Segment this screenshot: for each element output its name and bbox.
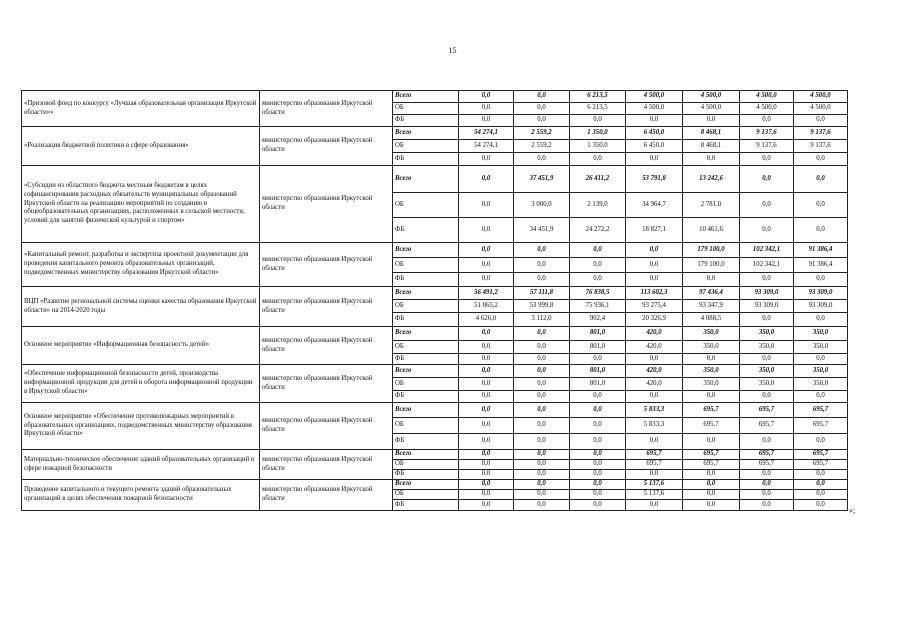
amount-cell: 350,0 [683,378,740,391]
amount-cell: 4 500,0 [683,103,740,115]
amount-cell: 420,0 [626,378,683,391]
responsible-cell: министерство образования Иркутской области [260,403,393,450]
funding-source-cell: ФБ [393,273,459,287]
funding-source-cell: Всего [393,480,459,490]
amount-cell: 695,7 [794,418,848,434]
amount-cell: 0,0 [794,166,848,193]
amount-cell: 6 450,0 [626,127,683,140]
amount-cell: 18 827,1 [626,218,683,243]
amount-cell: 5 833,3 [626,418,683,434]
amount-cell: 0,0 [514,391,570,403]
amount-cell: 0,0 [570,403,626,418]
amount-cell: 102 342,1 [740,243,794,258]
amount-cell: 1 350,0 [570,127,626,140]
amount-cell: 179 100,0 [683,243,740,258]
amount-cell: 0,0 [514,91,570,103]
amount-cell: 0,0 [459,403,514,418]
table-row [22,480,848,490]
amount-cell: 34 964,7 [626,193,683,218]
activity-name-cell: «Капитальный ремонт, разработка и экспертиза проектной документации для проведения капитального ремонта образовательных организаций, подведомственных министерству образования Иркутской области» [22,243,260,287]
amount-cell: 0,0 [514,378,570,391]
funding-source-cell: ОБ [393,300,459,313]
funding-source-cell: ОБ [393,341,459,354]
amount-cell: 6 450,0 [626,140,683,153]
amount-cell: 695,7 [683,450,740,460]
table-row [22,450,848,460]
amount-cell: 0,0 [794,354,848,365]
amount-cell: 0,0 [740,434,794,450]
amount-cell: 0,0 [514,490,570,500]
amount-cell: 801,0 [570,365,626,378]
amount-cell: 6 213,5 [570,91,626,103]
funding-source-cell: Всего [393,365,459,378]
amount-cell: 34 451,9 [514,218,570,243]
amount-cell: 0,0 [514,115,570,127]
amount-cell: 695,7 [740,450,794,460]
activity-name-cell: ВЦП «Развитие региональной системы оценки качества образования Иркутской области» на 2014-2020 годы [22,287,260,327]
amount-cell: 5 137,6 [626,480,683,490]
funding-source-cell: Всего [393,403,459,418]
amount-cell: 9 137,6 [794,140,848,153]
responsible-cell: министерство образования Иркутской области [260,480,393,511]
amount-cell: 0,0 [740,500,794,511]
responsible-cell: министерство образования Иркутской области [260,287,393,327]
amount-cell: 5 833,3 [626,403,683,418]
amount-cell: 0,0 [626,243,683,258]
funding-source-cell: ОБ [393,140,459,153]
amount-cell: 0,0 [626,391,683,403]
amount-cell: 0,0 [459,365,514,378]
amount-cell: 350,0 [740,327,794,341]
amount-cell: 350,0 [794,378,848,391]
page-number: 15 [448,46,457,55]
funding-source-cell: ФБ [393,115,459,127]
amount-cell: 0,0 [683,434,740,450]
responsible-cell: министерство образования Иркутской области [260,450,393,480]
amount-cell: 350,0 [740,341,794,354]
amount-cell: 4 626,0 [459,313,514,327]
amount-cell: 0,0 [459,480,514,490]
amount-cell: 0,0 [740,153,794,166]
amount-cell: 695,7 [794,460,848,470]
amount-cell: 0,0 [514,103,570,115]
funding-source-cell: Всего [393,243,459,258]
amount-cell: 8 468,1 [683,127,740,140]
table-row [22,243,848,258]
amount-cell: 3 000,0 [514,193,570,218]
amount-cell: 350,0 [740,365,794,378]
funding-source-cell: ФБ [393,153,459,166]
amount-cell: 695,7 [740,460,794,470]
funding-source-cell: ФБ [393,470,459,480]
amount-cell: 695,7 [740,403,794,418]
budget-table [21,90,848,511]
table-row [22,365,848,378]
amount-cell: 0,0 [683,115,740,127]
amount-cell: 420,0 [626,327,683,341]
amount-cell: 0,0 [570,490,626,500]
amount-cell: 0,0 [683,480,740,490]
amount-cell: 53 791,8 [626,166,683,193]
amount-cell: 0,0 [459,391,514,403]
amount-cell: 0,0 [740,490,794,500]
amount-cell: 24 272,2 [570,218,626,243]
amount-cell: 695,7 [794,403,848,418]
amount-cell: 801,0 [570,341,626,354]
amount-cell: 0,0 [794,434,848,450]
amount-cell: 350,0 [794,365,848,378]
amount-cell: 2 559,2 [514,127,570,140]
amount-cell: 51 865,2 [459,300,514,313]
amount-cell: 0,0 [570,418,626,434]
amount-cell: 57 111,8 [514,287,570,300]
amount-cell: 76 838,5 [570,287,626,300]
funding-source-cell: Всего [393,450,459,460]
amount-cell: 0,0 [570,243,626,258]
amount-cell: 0,0 [459,490,514,500]
amount-cell: 0,0 [570,434,626,450]
amount-cell: 2 139,0 [570,193,626,218]
amount-cell: 37 451,9 [514,166,570,193]
amount-cell: 179 100,0 [683,258,740,273]
amount-cell: 0,0 [459,434,514,450]
responsible-cell: министерство образования Иркутской области [260,91,393,127]
amount-cell: 420,0 [626,365,683,378]
amount-cell: 0,0 [459,258,514,273]
amount-cell: 0,0 [514,403,570,418]
funding-source-cell: ОБ [393,103,459,115]
amount-cell: 56 491,2 [459,287,514,300]
amount-cell: 0,0 [459,193,514,218]
amount-cell: 0,0 [514,365,570,378]
amount-cell: 0,0 [626,354,683,365]
amount-cell: 113 602,3 [626,287,683,300]
funding-source-cell: Всего [393,327,459,341]
amount-cell: 1 350,0 [570,140,626,153]
amount-cell: 0,0 [740,313,794,327]
amount-cell: 4 500,0 [683,91,740,103]
amount-cell: 0,0 [683,500,740,511]
amount-cell: 91 386,4 [794,243,848,258]
funding-source-cell: ФБ [393,500,459,511]
amount-cell: 0,0 [794,193,848,218]
amount-cell: 4 500,0 [794,91,848,103]
activity-name-cell: «Призовой фонд по конкурсу «Лучшая образовательная организация Иркутской области»» [22,91,260,127]
amount-cell: 0,0 [459,103,514,115]
amount-cell: 93 275,4 [626,300,683,313]
amount-cell: 20 326,9 [626,313,683,327]
amount-cell: 0,0 [570,258,626,273]
funding-source-cell: Всего [393,91,459,103]
amount-cell: 0,0 [740,470,794,480]
amount-cell: 4 500,0 [794,103,848,115]
amount-cell: 0,0 [514,153,570,166]
amount-cell: 0,0 [570,153,626,166]
amount-cell: 0,0 [459,153,514,166]
amount-cell: 350,0 [683,327,740,341]
funding-source-cell: Всего [393,287,459,300]
amount-cell: 93 347,9 [683,300,740,313]
amount-cell: 0,0 [740,273,794,287]
amount-cell: 695,7 [626,450,683,460]
amount-cell: 0,0 [459,460,514,470]
amount-cell: 0,0 [794,313,848,327]
amount-cell: 4 500,0 [626,91,683,103]
amount-cell: 0,0 [626,434,683,450]
amount-cell: 0,0 [740,166,794,193]
amount-cell: 0,0 [626,273,683,287]
amount-cell: 0,0 [794,153,848,166]
responsible-cell: министерство образования Иркутской области [260,243,393,287]
amount-cell: 695,7 [683,460,740,470]
amount-cell: 0,0 [459,115,514,127]
amount-cell: 0,0 [459,500,514,511]
amount-cell: 2 559,2 [514,140,570,153]
activity-name-cell: Основное мероприятие «Обеспечение противопожарных мероприятий в образовательных организациях, подведомственных министерству образования Иркутской области» [22,403,260,450]
amount-cell: 0,0 [794,480,848,490]
amount-cell: 9 137,6 [740,127,794,140]
amount-cell: 9 137,6 [794,127,848,140]
table-row [22,327,848,341]
amount-cell: 93 309,0 [794,300,848,313]
amount-cell: 0,0 [514,327,570,341]
amount-cell: 5 137,6 [626,490,683,500]
amount-cell: 4 500,0 [740,103,794,115]
activity-name-cell: Материально-техническое обеспечение зданий образовательных организаций в сфере пожарной безопасности [22,450,260,480]
activity-name-cell: «Обеспечение информационной безопасности детей, производства информационной продукции для детей и оборота информационной продукции в Иркутской области» [22,365,260,403]
funding-source-cell: Всего [393,127,459,140]
amount-cell: 0,0 [514,500,570,511]
funding-source-cell: ФБ [393,434,459,450]
amount-cell: 0,0 [514,243,570,258]
table-row [22,91,848,103]
amount-cell: 0,0 [459,450,514,460]
amount-cell: 0,0 [794,500,848,511]
amount-cell: 10 461,6 [683,218,740,243]
funding-source-cell: ОБ [393,258,459,273]
amount-cell: 695,7 [794,450,848,460]
activity-name-cell: Проведение капитального и текущего ремонта зданий образовательных организаций в целях обеспечения пожарной безопасности [22,480,260,511]
amount-cell: 695,7 [626,460,683,470]
funding-source-cell: ФБ [393,313,459,327]
funding-source-cell: ФБ [393,391,459,403]
amount-cell: 0,0 [459,166,514,193]
amount-cell: 0,0 [794,391,848,403]
responsible-cell: министерство образования Иркутской области [260,166,393,243]
amount-cell: 102 342,1 [740,258,794,273]
amount-cell: 91 386,4 [794,258,848,273]
funding-source-cell: ОБ [393,490,459,500]
amount-cell: 0,0 [514,460,570,470]
amount-cell: 695,7 [740,418,794,434]
amount-cell: 54 274,1 [459,140,514,153]
amount-cell: 0,0 [570,115,626,127]
amount-cell: 8 468,1 [683,140,740,153]
amount-cell: 0,0 [514,450,570,460]
amount-cell: 0,0 [740,391,794,403]
amount-cell: 0,0 [570,354,626,365]
amount-cell: 0,0 [794,218,848,243]
amount-cell: 350,0 [683,341,740,354]
activity-name-cell: «Реализация бюджетной политики в сфере образования» [22,127,260,166]
amount-cell: 0,0 [683,470,740,480]
amount-cell: 801,0 [570,378,626,391]
amount-cell: 0,0 [514,341,570,354]
amount-cell: 0,0 [740,354,794,365]
amount-cell: 801,0 [570,327,626,341]
amount-cell: 0,0 [514,354,570,365]
amount-cell: 53 999,8 [514,300,570,313]
amount-cell: 0,0 [683,273,740,287]
amount-cell: 0,0 [740,218,794,243]
table-row [22,403,848,418]
funding-source-cell: ОБ [393,418,459,434]
table-row [22,166,848,193]
responsible-cell: министерство образования Иркутской области [260,127,393,166]
amount-cell: 0,0 [459,243,514,258]
amount-cell: 4 088,5 [683,313,740,327]
amount-cell: 0,0 [459,91,514,103]
funding-source-cell: ОБ [393,193,459,218]
amount-cell: 26 411,2 [570,166,626,193]
amount-cell: 93 309,0 [794,287,848,300]
amount-cell: 0,0 [794,470,848,480]
amount-cell: 902,4 [570,313,626,327]
amount-cell: 0,0 [514,273,570,287]
table-row [22,287,848,300]
amount-cell: 6 213,5 [570,103,626,115]
amount-cell: 75 936,1 [570,300,626,313]
amount-cell: 2 781,0 [683,193,740,218]
table-row [22,127,848,140]
amount-cell: 695,7 [683,403,740,418]
amount-cell: 0,0 [514,480,570,490]
amount-cell: 350,0 [794,341,848,354]
amount-cell: 54 274,1 [459,127,514,140]
closing-quote-mark: »; [849,506,856,515]
amount-cell: 0,0 [514,470,570,480]
amount-cell: 350,0 [740,378,794,391]
amount-cell: 0,0 [683,391,740,403]
amount-cell: 93 309,0 [740,300,794,313]
amount-cell: 0,0 [570,470,626,480]
amount-cell: 93 309,0 [740,287,794,300]
funding-source-cell: ОБ [393,378,459,391]
amount-cell: 0,0 [570,273,626,287]
amount-cell: 0,0 [570,500,626,511]
amount-cell: 0,0 [570,460,626,470]
activity-name-cell: «Субсидии из областного бюджета местным бюджетам в целях софинансирования расходных обязательств муниципальных образований Иркутской области на реализацию мероприятий по созданию в общеобразовательных организациях, расположенных в сельской местности, условий для занятий физической культурой и спортом» [22,166,260,243]
amount-cell: 0,0 [683,153,740,166]
amount-cell: 3 112,0 [514,313,570,327]
table-body [22,91,848,511]
amount-cell: 0,0 [683,354,740,365]
amount-cell: 0,0 [794,273,848,287]
amount-cell: 0,0 [514,258,570,273]
amount-cell: 4 500,0 [740,91,794,103]
funding-source-cell: ФБ [393,218,459,243]
activity-name-cell: Основное мероприятие «Информационная безопасность детей» [22,327,260,365]
amount-cell: 0,0 [459,273,514,287]
amount-cell: 0,0 [740,115,794,127]
amount-cell: 0,0 [514,434,570,450]
funding-source-cell: Всего [393,166,459,193]
amount-cell: 9 137,6 [740,140,794,153]
amount-cell: 0,0 [626,470,683,480]
amount-cell: 0,0 [626,115,683,127]
funding-source-cell: ОБ [393,460,459,470]
amount-cell: 420,0 [626,341,683,354]
amount-cell: 0,0 [570,391,626,403]
amount-cell: 0,0 [740,480,794,490]
amount-cell: 0,0 [683,490,740,500]
funding-source-cell: ФБ [393,354,459,365]
amount-cell: 0,0 [459,354,514,365]
amount-cell: 0,0 [514,418,570,434]
amount-cell: 0,0 [794,115,848,127]
amount-cell: 0,0 [570,450,626,460]
amount-cell: 13 242,6 [683,166,740,193]
amount-cell: 4 500,0 [626,103,683,115]
amount-cell: 350,0 [683,365,740,378]
amount-cell: 0,0 [459,418,514,434]
amount-cell: 0,0 [459,218,514,243]
amount-cell: 0,0 [570,480,626,490]
amount-cell: 0,0 [459,378,514,391]
amount-cell: 0,0 [794,490,848,500]
amount-cell: 0,0 [459,327,514,341]
responsible-cell: министерство образования Иркутской области [260,327,393,365]
amount-cell: 0,0 [626,258,683,273]
responsible-cell: министерство образования Иркутской области [260,365,393,403]
amount-cell: 0,0 [626,500,683,511]
amount-cell: 0,0 [459,341,514,354]
amount-cell: 0,0 [626,153,683,166]
amount-cell: 350,0 [794,327,848,341]
amount-cell: 97 436,4 [683,287,740,300]
amount-cell: 0,0 [740,193,794,218]
amount-cell: 695,7 [683,418,740,434]
amount-cell: 0,0 [459,470,514,480]
